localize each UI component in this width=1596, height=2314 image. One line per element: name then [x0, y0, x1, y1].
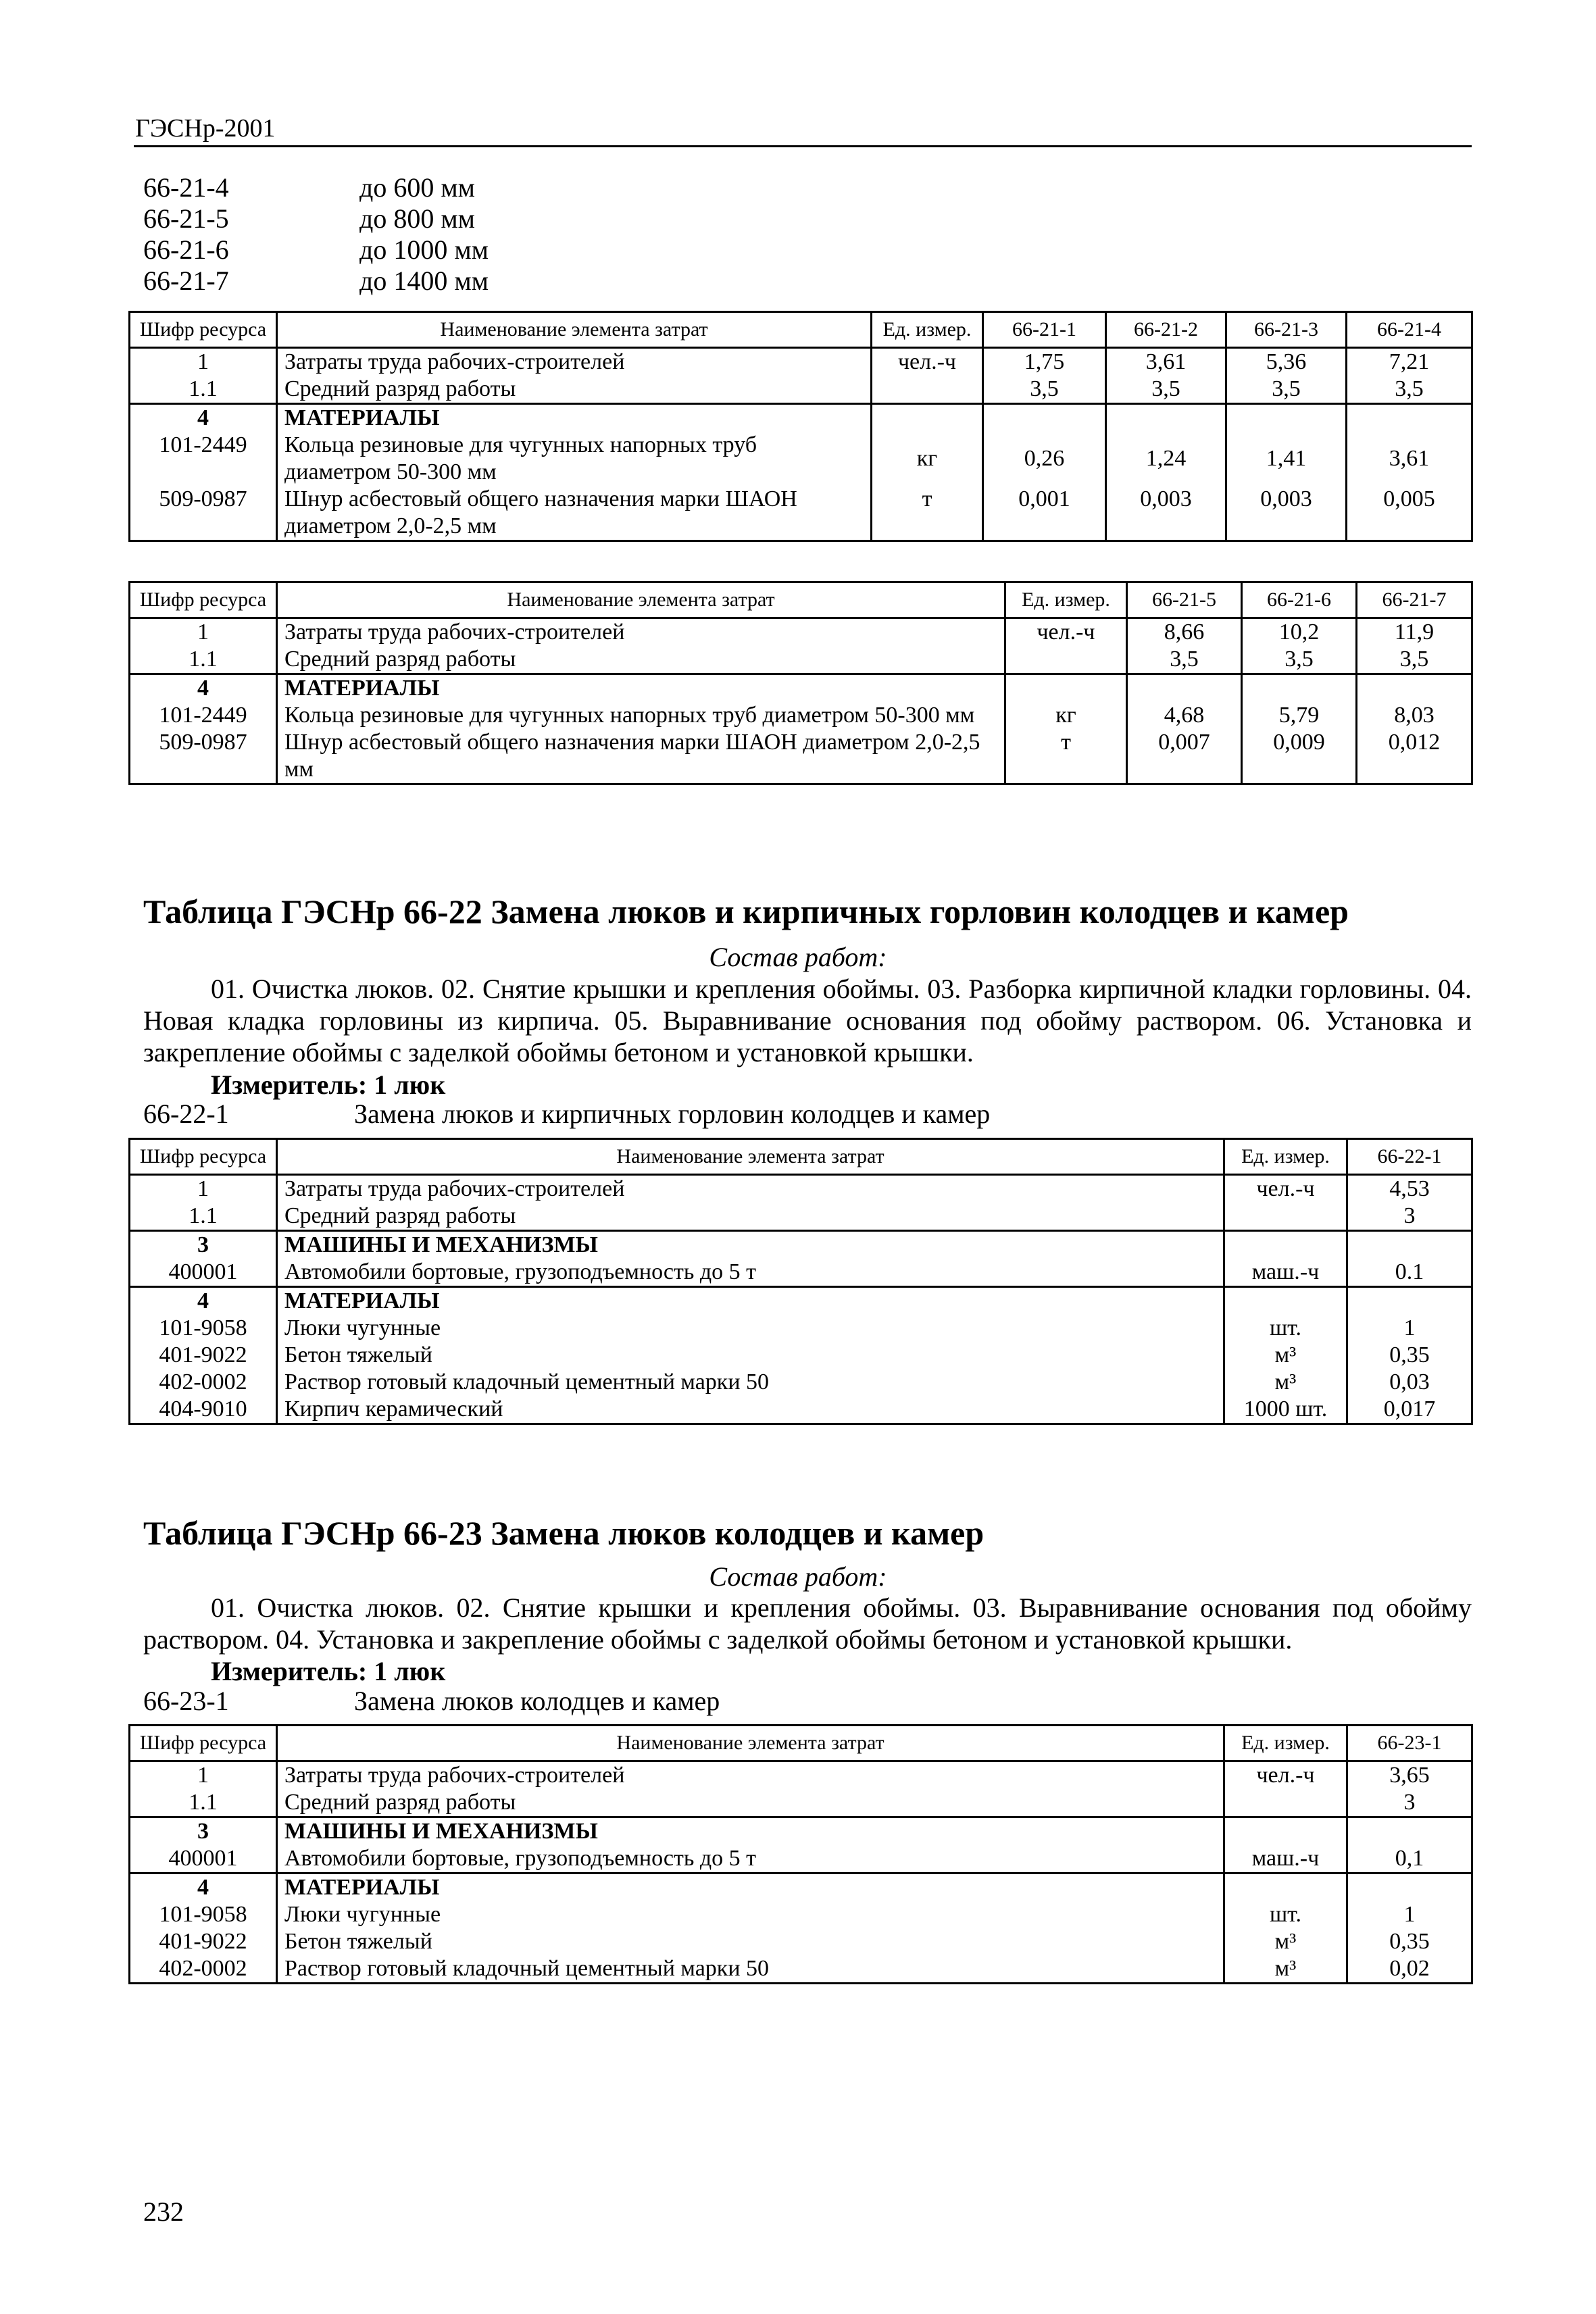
codes-row: [143, 172, 489, 203]
row-value: 8,66: [1127, 618, 1242, 647]
row-name: Шнур асбестовый общего назначения марки ШАОН диаметром 2,0-2,5 мм: [277, 729, 1005, 784]
table-row: [130, 729, 1472, 784]
row-code: 3: [130, 1817, 277, 1846]
row-name: Автомобили бортовые, грузоподъемность до 5 т: [277, 1845, 1224, 1873]
row-value: 0,001: [983, 486, 1106, 541]
page-number: 232: [143, 2196, 184, 2227]
row-name: Кольца резиновые для чугунных напорных труб диаметром 50-300 мм: [277, 702, 1005, 729]
row-name: Люки чугунные: [277, 1315, 1224, 1342]
section-row: [130, 1817, 1472, 1846]
table-row: [130, 646, 1472, 674]
row-code: 404-9010: [130, 1396, 277, 1424]
work-composition-text: 01. Очистка люков. 02. Снятие крышки и крепления обоймы. 03. Разборка кирпичной кладки горловины. 04. Новая кладка горловины из кирпича. 05. Выравнивание основания под обойму раствором. 06. Установка и закрепление обоймы с заделкой обоймы бетоном и установкой крышки.: [143, 974, 1472, 1067]
norm-code-desc: Замена люков и кирпичных горловин колодцев и камер: [354, 1099, 991, 1129]
row-value: 0,005: [1347, 486, 1472, 541]
row-name: Затраты труда рабочих-строителей: [277, 618, 1005, 647]
row-code: 101-9058: [130, 1315, 277, 1342]
row-value: 3: [1347, 1203, 1472, 1231]
norm-code-desc: Замена люков колодцев и камер: [354, 1686, 720, 1716]
header-rule: [134, 145, 1472, 147]
table-row: [130, 1901, 1472, 1928]
row-value: 0,1: [1347, 1845, 1472, 1873]
table-row: [130, 618, 1472, 647]
row-code: 1: [130, 618, 277, 647]
row-name: Раствор готовый кладочный цементный марки 50: [277, 1955, 1224, 1984]
code-desc: до 1000 мм: [359, 234, 489, 265]
row-value: 0,26: [983, 432, 1106, 486]
row-code: 401-9022: [130, 1928, 277, 1955]
row-unit: маш.-ч: [1224, 1845, 1347, 1873]
col-code-header: Шифр ресурса: [130, 582, 277, 618]
section-label: МАТЕРИАЛЫ: [277, 404, 872, 432]
row-value: 5,79: [1242, 702, 1357, 729]
code: 66-21-7: [143, 266, 229, 296]
row-name: Автомобили бортовые, грузоподъемность до 5 т: [277, 1259, 1224, 1287]
row-value: 7,21: [1347, 348, 1472, 376]
col-value-header: 66-21-5: [1127, 582, 1242, 618]
row-unit: кг: [1005, 702, 1127, 729]
row-value: 3,61: [1347, 432, 1472, 486]
row-value: 1: [1347, 1901, 1472, 1928]
row-code: 401-9022: [130, 1342, 277, 1369]
row-name: Бетон тяжелый: [277, 1342, 1224, 1369]
row-code: 1.1: [130, 376, 277, 404]
row-value: 3,5: [1106, 376, 1226, 404]
row-unit: м³: [1224, 1955, 1347, 1984]
row-name: Затраты труда рабочих-строителей: [277, 348, 872, 376]
row-code: 3: [130, 1231, 277, 1259]
row-code: 1.1: [130, 1789, 277, 1817]
table-row: [130, 376, 1472, 404]
section-title: Таблица ГЭСНр 66-22 Замена люков и кирпичных горловин колодцев и камер: [143, 892, 1349, 930]
code-desc: до 800 мм: [359, 203, 475, 234]
row-value: 1,41: [1226, 432, 1347, 486]
col-value-header: 66-21-6: [1242, 582, 1357, 618]
row-name: Средний разряд работы: [277, 1789, 1224, 1817]
row-unit: чел.-ч: [1005, 618, 1127, 647]
work-composition-heading: Состав работ:: [709, 1561, 887, 1592]
row-value: 3,5: [983, 376, 1106, 404]
row-unit: 1000 шт.: [1224, 1396, 1347, 1424]
col-value-header: 66-21-1: [983, 312, 1106, 348]
row-value: 0,009: [1242, 729, 1357, 784]
table-row: [130, 1342, 1472, 1369]
row-unit: шт.: [1224, 1315, 1347, 1342]
row-unit: шт.: [1224, 1901, 1347, 1928]
row-value: 0,35: [1347, 1342, 1472, 1369]
col-name-header: Наименование элемента затрат: [277, 312, 872, 348]
norm-code: 66-23-1: [143, 1686, 229, 1716]
codes-row: [143, 266, 489, 297]
work-composition-text: 01. Очистка люков. 02. Снятие крышки и крепления обоймы. 03. Выравнивание основания под обойму раствором. 04. Установка и закрепление обоймы с заделкой обоймы бетоном и установкой крышки.: [143, 1592, 1472, 1655]
col-value-header: 66-21-2: [1106, 312, 1226, 348]
table-header-row: [130, 1726, 1472, 1761]
row-unit: [1005, 646, 1127, 674]
row-name: Люки чугунные: [277, 1901, 1224, 1928]
row-unit: [1224, 1789, 1347, 1817]
row-value: 3,5: [1347, 376, 1472, 404]
section-title: Таблица ГЭСНр 66-23 Замена люков колодцев и камер: [143, 1514, 984, 1552]
code: 66-21-4: [143, 172, 229, 203]
col-code-header: Шифр ресурса: [130, 1726, 277, 1761]
row-unit: кг: [872, 432, 983, 486]
row-code: 1.1: [130, 1203, 277, 1231]
row-value: 0,017: [1347, 1396, 1472, 1424]
section-label: МАШИНЫ И МЕХАНИЗМЫ: [277, 1231, 1224, 1259]
row-code: 1: [130, 1761, 277, 1790]
norm-code: 66-22-1: [143, 1099, 229, 1129]
row-code: 1.1: [130, 646, 277, 674]
header-title: ГЭСНр-2001: [135, 114, 276, 143]
table-row: [130, 1761, 1472, 1790]
table-header-row: [130, 582, 1472, 618]
codes-row: [143, 234, 489, 266]
table-header-row: [130, 1139, 1472, 1175]
table-row: [130, 702, 1472, 729]
row-code: 4: [130, 674, 277, 703]
row-unit: т: [1005, 729, 1127, 784]
col-value-header: 66-23-1: [1347, 1726, 1472, 1761]
row-value: 0,003: [1106, 486, 1226, 541]
row-unit: [872, 376, 983, 404]
row-value: 3,5: [1127, 646, 1242, 674]
table-row: [130, 1175, 1472, 1203]
row-name: Средний разряд работы: [277, 376, 872, 404]
row-code: 400001: [130, 1259, 277, 1287]
code-desc: до 600 мм: [359, 172, 475, 203]
table-row: [130, 1369, 1472, 1396]
col-code-header: Шифр ресурса: [130, 312, 277, 348]
measure-label: Измеритель: 1 люк: [211, 1070, 446, 1100]
row-value: 0,02: [1347, 1955, 1472, 1984]
table-row: [130, 1928, 1472, 1955]
row-code: 509-0987: [130, 729, 277, 784]
row-code: 4: [130, 1873, 277, 1902]
col-name-header: Наименование элемента затрат: [277, 1139, 1224, 1175]
row-unit: [1224, 1203, 1347, 1231]
row-code: 1: [130, 348, 277, 376]
row-value: 3,61: [1106, 348, 1226, 376]
table-row: [130, 486, 1472, 541]
section-label: МАТЕРИАЛЫ: [277, 674, 1005, 703]
row-code: 509-0987: [130, 486, 277, 541]
row-name: Затраты труда рабочих-строителей: [277, 1761, 1224, 1790]
table-row: [130, 1955, 1472, 1984]
row-name: Шнур асбестовый общего назначения марки ШАОН диаметром 2,0-2,5 мм: [277, 486, 872, 541]
resource-table-4: [128, 1724, 1473, 1984]
col-value-header: 66-21-4: [1347, 312, 1472, 348]
table-row: [130, 1203, 1472, 1231]
row-unit: чел.-ч: [1224, 1175, 1347, 1203]
col-value-header: 66-21-7: [1357, 582, 1472, 618]
row-value: 0,35: [1347, 1928, 1472, 1955]
measure-label: Измеритель: 1 люк: [211, 1656, 446, 1686]
row-name: Кольца резиновые для чугунных напорных труб диаметром 50-300 мм: [277, 432, 872, 486]
section-label: МАТЕРИАЛЫ: [277, 1287, 1224, 1315]
row-code: 400001: [130, 1845, 277, 1873]
section-row: [130, 674, 1472, 703]
row-code: 4: [130, 404, 277, 432]
col-name-header: Наименование элемента затрат: [277, 1726, 1224, 1761]
section-label: МАТЕРИАЛЫ: [277, 1873, 1224, 1902]
work-composition-heading: Состав работ:: [709, 942, 887, 972]
row-unit: чел.-ч: [872, 348, 983, 376]
codes-row: [143, 203, 489, 234]
row-value: 3,5: [1242, 646, 1357, 674]
col-code-header: Шифр ресурса: [130, 1139, 277, 1175]
row-unit: м³: [1224, 1928, 1347, 1955]
col-name-header: Наименование элемента затрат: [277, 582, 1005, 618]
row-value: 3,65: [1347, 1761, 1472, 1790]
row-unit: м³: [1224, 1342, 1347, 1369]
row-value: 1: [1347, 1315, 1472, 1342]
code: 66-21-5: [143, 203, 229, 234]
row-value: 3,5: [1226, 376, 1347, 404]
row-value: 8,03: [1357, 702, 1472, 729]
row-value: 4,68: [1127, 702, 1242, 729]
col-value-header: 66-22-1: [1347, 1139, 1472, 1175]
row-code: 402-0002: [130, 1955, 277, 1984]
col-unit-header: Ед. измер.: [1224, 1726, 1347, 1761]
table-row: [130, 1789, 1472, 1817]
section-row: [130, 404, 1472, 432]
row-value: 4,53: [1347, 1175, 1472, 1203]
table-row: [130, 1396, 1472, 1424]
table-row: [130, 1259, 1472, 1287]
code: 66-21-6: [143, 234, 229, 265]
table-header-row: [130, 312, 1472, 348]
norm-code-line: [143, 1098, 990, 1130]
section-label: МАШИНЫ И МЕХАНИЗМЫ: [277, 1817, 1224, 1846]
row-value: 5,36: [1226, 348, 1347, 376]
table-row: [130, 432, 1472, 486]
norm-code-line: [143, 1685, 720, 1717]
row-code: 402-0002: [130, 1369, 277, 1396]
row-code: 101-2449: [130, 432, 277, 486]
section-row: [130, 1231, 1472, 1259]
row-value: 0.1: [1347, 1259, 1472, 1287]
code-desc: до 1400 мм: [359, 266, 489, 296]
row-name: Раствор готовый кладочный цементный марки 50: [277, 1369, 1224, 1396]
row-value: 11,9: [1357, 618, 1472, 647]
row-value: 0,03: [1347, 1369, 1472, 1396]
col-value-header: 66-21-3: [1226, 312, 1347, 348]
row-value: 0,012: [1357, 729, 1472, 784]
row-unit: чел.-ч: [1224, 1761, 1347, 1790]
resource-table-3: [128, 1138, 1473, 1425]
row-name: Бетон тяжелый: [277, 1928, 1224, 1955]
table-row: [130, 1845, 1472, 1873]
row-value: 0,007: [1127, 729, 1242, 784]
resource-table-1: [128, 311, 1473, 542]
row-value: 10,2: [1242, 618, 1357, 647]
section-row: [130, 1287, 1472, 1315]
table-row: [130, 1315, 1472, 1342]
row-unit: м³: [1224, 1369, 1347, 1396]
codes-list: [143, 172, 489, 297]
row-name: Средний разряд работы: [277, 1203, 1224, 1231]
col-unit-header: Ед. измер.: [872, 312, 983, 348]
row-unit: маш.-ч: [1224, 1259, 1347, 1287]
row-name: Средний разряд работы: [277, 646, 1005, 674]
row-code: 101-9058: [130, 1901, 277, 1928]
row-value: 3,5: [1357, 646, 1472, 674]
row-name: Затраты труда рабочих-строителей: [277, 1175, 1224, 1203]
row-code: 1: [130, 1175, 277, 1203]
row-unit: т: [872, 486, 983, 541]
section-row: [130, 1873, 1472, 1902]
row-name: Кирпич керамический: [277, 1396, 1224, 1424]
row-code: 101-2449: [130, 702, 277, 729]
row-value: 1,24: [1106, 432, 1226, 486]
row-code: 4: [130, 1287, 277, 1315]
row-value: 3: [1347, 1789, 1472, 1817]
table-row: [130, 348, 1472, 376]
col-unit-header: Ед. измер.: [1005, 582, 1127, 618]
resource-table-2: [128, 581, 1473, 785]
row-value: 0,003: [1226, 486, 1347, 541]
row-value: 1,75: [983, 348, 1106, 376]
col-unit-header: Ед. измер.: [1224, 1139, 1347, 1175]
